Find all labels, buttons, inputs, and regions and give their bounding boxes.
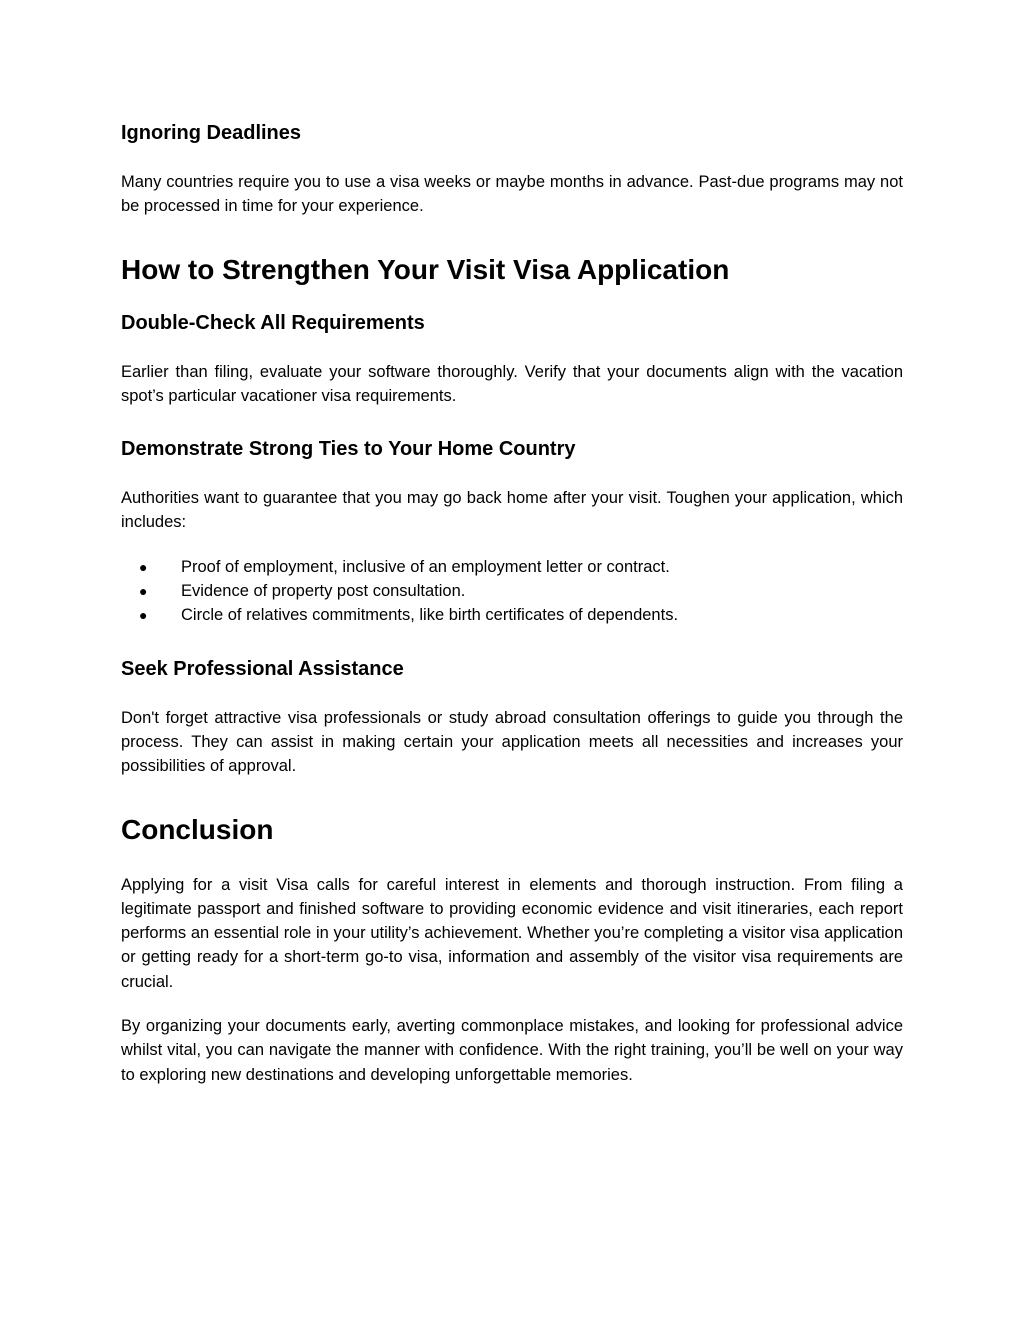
list-item [121,603,903,627]
list-item-text: Proof of employment, inclusive of an employment letter or contract. [181,557,670,576]
list-item [121,555,903,579]
document-content [121,118,903,1087]
paragraph-double-check: Earlier than filing, evaluate your software thoroughly. Verify that your documents align with the vacation spot’s particular vacationer visa requirements. [121,362,903,405]
heading-professional-assistance: Seek Professional Assistance [121,657,404,680]
heading-strengthen-application: How to Strengthen Your Visit Visa Application [121,253,730,285]
paragraph-deadlines: Many countries require you to use a visa weeks or maybe months in advance. Past-due programs may not be processed in time for your experience. [121,173,903,216]
heading-conclusion: Conclusion [121,813,274,845]
paragraph-conclusion-2: By organizing your documents early, averting commonplace mistakes, and looking for professional advice whilst vital, you can navigate the manner with confidence. With the right training, you’ll be well on your way to exploring new destinations and developing unforgettable memories. [121,1017,903,1084]
heading-strong-ties: Demonstrate Strong Ties to Your Home Country [121,438,576,461]
list-item-text: Circle of relatives commitments, like birth certificates of dependents. [181,606,679,625]
list-item [121,579,903,603]
paragraph-strong-ties: Authorities want to guarantee that you may go back home after your visit. Toughen your application, which includes: [121,489,903,532]
list-item-text: Evidence of property post consultation. [181,582,466,601]
paragraph-professional-assistance: Don't forget attractive visa professionals or study abroad consultation offerings to guide you through the process. They can assist in making certain your application meets all necessities and increases your possibilities of approval. [121,708,903,776]
heading-double-check: Double-Check All Requirements [121,311,425,334]
ties-bullet-list [121,555,903,628]
bullet-icon: ● [139,607,148,624]
heading-ignoring-deadlines: Ignoring Deadlines [121,122,302,144]
bullet-icon: ● [139,583,148,600]
paragraph-conclusion-1: Applying for a visit Visa calls for careful interest in elements and thorough instruction. From filing a legitimate passport and finished software to providing economic evidence and visit itineraries, each report performs an essential role in your utility’s achievement. Whether you’re completing a visitor visa application or getting ready for a short-term go-to visa, information and assembly of the visitor visa requirements are crucial. [121,875,903,991]
bullet-icon: ● [139,558,148,575]
